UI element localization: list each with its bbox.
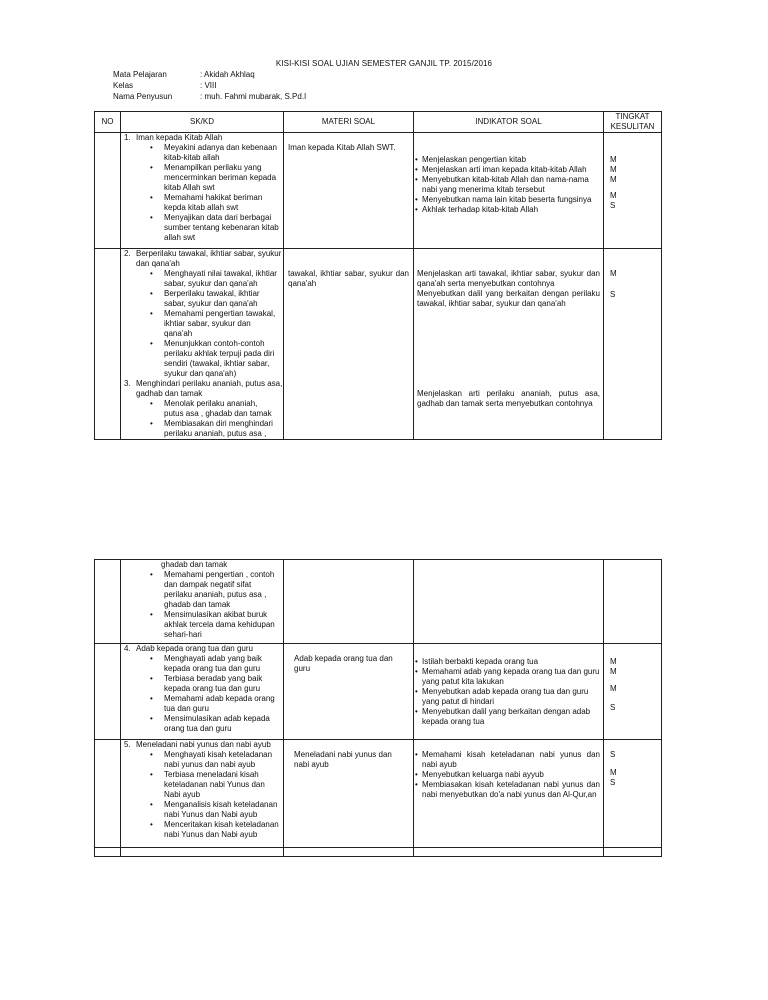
- tingkat-value: M: [610, 269, 617, 278]
- kd-item: • Mensimulasikan akibat buruk akhlak tercela dama kehidupan sehari-hari: [124, 610, 283, 640]
- materi-cell: [284, 249, 414, 440]
- no-cell: [95, 644, 121, 740]
- kd-item: • Menghayati nilai tawakal, ikhtiar sabar, syukur dan qana'ah: [124, 269, 283, 289]
- kd-item: • Memahami pengertian , contoh dan dampak negatif sifat perilaku ananiah, putus asa , ghadab dan tamak: [124, 570, 283, 610]
- indikator-cell: [414, 740, 604, 848]
- tingkat-value: M: [610, 191, 617, 200]
- tingkat-value: [610, 279, 661, 290]
- kd-item: • Menampilkan perilaku yang mencerminkan beriman kepada kitab Allah swt: [124, 163, 283, 193]
- indikator-cell: [414, 644, 604, 740]
- tingkat-value: [610, 677, 661, 684]
- materi-cell: [284, 560, 414, 644]
- tingkat-value: M: [610, 684, 617, 693]
- meta-label: Nama Penyusun: [113, 92, 173, 101]
- indikator-item: • Menjelaskan pengertian kitab: [414, 155, 603, 165]
- kd-item: • Mensimulasikan adab kepada orang tua dan guru: [124, 714, 283, 734]
- tingkat-value: S: [610, 703, 616, 712]
- indikator-cell: [414, 560, 604, 644]
- indikator-paragraph: Menjelaskan arti tawakal, ikhtiar sabar, syukur dan qana'ah serta menyebutkan contohnya: [417, 269, 600, 288]
- sk-heading: [124, 379, 283, 399]
- sk-number: 2.: [124, 249, 131, 258]
- meta-row-author: [113, 92, 413, 103]
- tingkat-value: M: [610, 175, 617, 184]
- indikator-item: • Menyebutkan keluarga nabi ayyub: [414, 770, 603, 780]
- sk-cell: [121, 740, 284, 848]
- indikator-cell: [414, 848, 604, 857]
- kd-item: • Menunjukkan contoh-contoh perilaku akhlak terpuji pada diri sendiri (tawakal, ikhtiar sabar, syukur dan qana'ah): [124, 339, 283, 379]
- tingkat-value: M: [610, 165, 617, 174]
- header-no: NO: [95, 112, 121, 133]
- indikator-item: • Istilah berbakti kepada orang tua: [414, 657, 603, 667]
- indikator-item: • Menjelaskan arti iman kepada kitab-kitab Allah: [414, 165, 603, 175]
- kd-item: • Terbiasa meneladani kisah keteladanan nabi Yunus dan Nabi ayub: [124, 770, 283, 800]
- sk-cell: [121, 560, 284, 644]
- kd-item: • Menolak perilaku ananiah, putus asa , ghadab dan tamak: [124, 399, 283, 419]
- indikator-item: • Menyebutkan dalil yang berkaitan dengan adab kepada orang tua: [414, 707, 603, 727]
- table-row: [95, 644, 662, 740]
- kd-item: • Menyajikan data dari berbagai sumber tentang kebenaran kitab allah swt: [124, 213, 283, 243]
- tingkat-value: [610, 694, 661, 703]
- indikator-cell: [414, 249, 604, 440]
- table-row: [95, 560, 662, 644]
- kd-item: • Terbiasa beradab yang baik kepada orang tua dan guru: [124, 674, 283, 694]
- indikator-item: • Menyebutkan nama lain kitab beserta fungsinya: [414, 195, 603, 205]
- kd-item: • Menghayati kisah keteladanan nabi yunus dan nabi ayub: [124, 750, 283, 770]
- meta-value: : Akidah Akhlaq: [200, 70, 255, 79]
- sk-number: 3.: [124, 379, 131, 388]
- sk-heading: [124, 740, 283, 750]
- kd-item: • Menceritakan kisah keteladanan nabi Yunus dan Nabi ayub: [124, 820, 283, 840]
- indikator-paragraph: Menjelaskan arti perilaku ananiah, putus asa, gadhab dan tamak serta menyebutkan contohnya: [417, 389, 600, 408]
- kd-item: • Berperilaku tawakal, ikhtiar sabar, syukur dan qana'ah: [124, 289, 283, 309]
- kd-continuation: ghadab dan tamak: [161, 560, 228, 569]
- kd-item: • Menghayati adab yang baik kepada orang tua dan guru: [124, 654, 283, 674]
- kisi-table-page2: [94, 559, 662, 857]
- sk-number: 4.: [124, 644, 131, 653]
- no-cell: [95, 249, 121, 440]
- sk-heading: [124, 249, 283, 269]
- tingkat-value: S: [610, 290, 616, 299]
- tingkat-value: S: [610, 750, 616, 759]
- meta-label: Kelas: [113, 81, 134, 90]
- meta-value: : muh. Fahmi mubarak, S.Pd.I: [200, 92, 307, 101]
- sk-title: Berperilaku tawakal, ikhtiar sabar, syukur dan qana'ah: [136, 249, 282, 268]
- indikator-item: • Memahami adab yang kepada orang tua dan guru yang patut kita lakukan: [414, 667, 603, 687]
- document-title: KISI-KISI SOAL UJIAN SEMESTER GANJIL TP. 2015/2016: [275, 59, 493, 68]
- indikator-paragraph: Menyebutkan dalil yang berkaitan dengan perilaku tawakal, ikhtiar sabar, syukur dan qana'ah: [417, 289, 600, 308]
- kd-item: • Menganalisis kisah keteladanan nabi Yunus dan Nabi ayub: [124, 800, 283, 820]
- tingkat-cell: [604, 560, 662, 644]
- no-cell: [95, 560, 121, 644]
- meta-row-subject: [113, 70, 413, 81]
- sk-title: Meneladani nabi yunus dan nabi ayub: [136, 740, 271, 749]
- tingkat-value: M: [610, 155, 617, 164]
- meta-value: : VIII: [200, 81, 217, 90]
- header-indikator: INDIKATOR SOAL: [414, 112, 604, 133]
- table-row: [95, 740, 662, 848]
- kd-item: • Memahami adab kepada orang tua dan guru: [124, 694, 283, 714]
- tingkat-value: [610, 760, 661, 768]
- tingkat-value: S: [610, 778, 616, 787]
- tingkat-cell: [604, 249, 662, 440]
- meta-row-class: [113, 81, 413, 92]
- tingkat-value: S: [610, 201, 616, 210]
- sk-heading: [124, 133, 283, 143]
- sk-cell: [121, 644, 284, 740]
- tingkat-value: M: [610, 657, 617, 666]
- sk-title: Iman kepada Kitab Allah: [136, 133, 223, 142]
- sk-cell: [121, 848, 284, 857]
- sk-title: Menghindari perilaku ananiah, putus asa, gadhab dan tamak: [136, 379, 283, 398]
- kisi-table-page1: [94, 111, 662, 440]
- materi-text: Iman kepada Kitab Allah SWT.: [288, 143, 396, 152]
- tingkat-cell: [604, 848, 662, 857]
- kd-item: • Meyakini adanya dan kebenaan kitab-kitab allah: [124, 143, 283, 163]
- no-cell: [95, 848, 121, 857]
- materi-cell: [284, 644, 414, 740]
- table-row: [95, 133, 662, 249]
- materi-cell: [284, 848, 414, 857]
- indikator-item: • Menyebutkan kitab-kitab Allah dan nama-nama nabi yang menerima kitab tersebut: [414, 175, 603, 195]
- materi-text: Adab kepada orang tua dan guru: [294, 654, 393, 673]
- materi-text: tawakal, ikhtiar sabar, syukur dan qana'ah: [288, 269, 409, 288]
- materi-text: Meneladani nabi yunus dan nabi ayub: [294, 750, 392, 769]
- table-header-row: [95, 112, 662, 133]
- indikator-item: • Akhlak terhadap kitab-kitab Allah: [414, 205, 603, 215]
- header-tingkat: TINGKAT KESULITAN: [604, 112, 662, 133]
- tingkat-cell: [604, 133, 662, 249]
- kd-item: • Membiasakan diri menghindari perilaku ananiah, putus asa ,: [124, 419, 283, 439]
- tingkat-cell: [604, 644, 662, 740]
- sk-heading: [124, 644, 283, 654]
- sk-cell: [121, 249, 284, 440]
- indikator-item: • Menyebutkan adab kepada orang tua dan guru yang patut di hindari: [414, 687, 603, 707]
- sk-title: Adab kepada orang tua dan guru: [136, 644, 253, 653]
- no-cell: [95, 133, 121, 249]
- no-cell: [95, 740, 121, 848]
- indikator-item: • Memahami kisah keteladanan nabi yunus dan nabi ayub: [414, 750, 603, 770]
- indikator-item: • Membiasakan kisah keteladanan nabi yunus dan nabi menyebutkan do'a nabi yunus dan Al-Qur,an: [414, 780, 603, 800]
- kd-item: • Memahami pengertian tawakal, ikhtiar sabar, syukur dan qana'ah: [124, 309, 283, 339]
- tingkat-value: M: [610, 667, 617, 676]
- indikator-cell: [414, 133, 604, 249]
- tingkat-cell: [604, 740, 662, 848]
- sk-number: 1.: [124, 133, 131, 142]
- document-meta: [113, 70, 413, 103]
- sk-cell: [121, 133, 284, 249]
- header-sk-kd: SK/KD: [121, 112, 284, 133]
- meta-label: Mata Pelajaran: [113, 70, 167, 79]
- materi-cell: [284, 133, 414, 249]
- table-row: [95, 249, 662, 440]
- table-row-empty: [95, 848, 662, 857]
- tingkat-value: M: [610, 768, 617, 777]
- materi-cell: [284, 740, 414, 848]
- sk-number: 5.: [124, 740, 131, 749]
- kd-item: • Memahami hakikat beriman kepda kitab allah swt: [124, 193, 283, 213]
- header-materi: MATERI SOAL: [284, 112, 414, 133]
